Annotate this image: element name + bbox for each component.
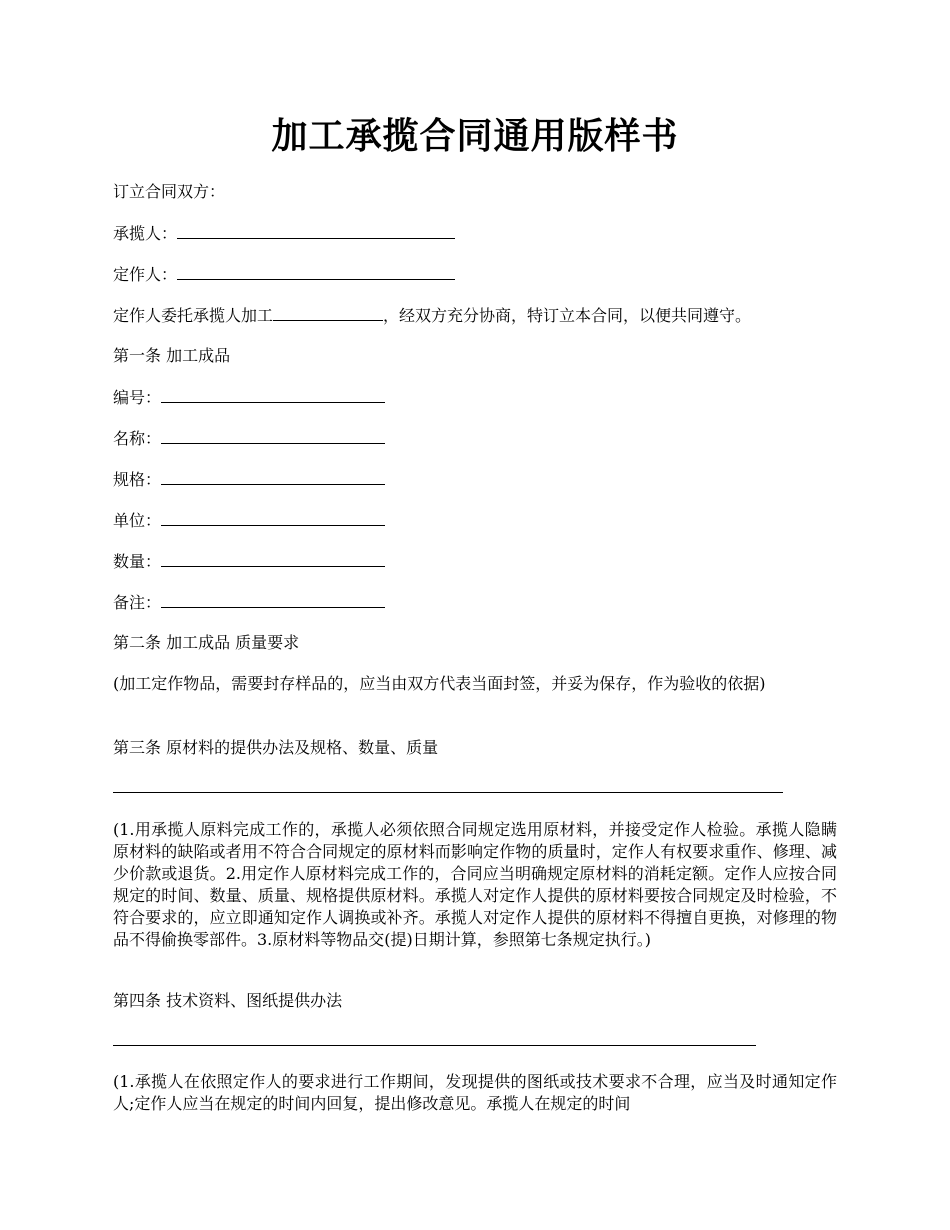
client-blank[interactable] [177,263,455,280]
field-line [113,550,385,573]
article1-heading: 第一条 加工成品 [113,346,231,365]
article2-note: (加工定作物品，需要封存样品的，应当由双方代表当面封签，并妥为保存，作为验收的依据) [113,674,766,693]
article3-fill-line[interactable] [113,792,783,793]
article4-heading: 第四条 技术资料、图纸提供办法 [113,991,343,1010]
field-blank-name[interactable] [161,427,385,444]
article3-heading: 第三条 原材料的提供办法及规格、数量、质量 [113,738,439,757]
intro-label: 订立合同双方： [113,182,226,201]
field-line [113,591,385,614]
contractor-label: 承揽人： [113,224,178,243]
commission-prefix: 定作人委托承揽人加工 [113,306,274,325]
field-blank-spec[interactable] [161,468,385,485]
field-label-remarks: 备注： [113,593,162,612]
article4-note: (1.承揽人在依照定作人的要求进行工作期间，发现提供的图纸或技术要求不合理，应当及时通知定作人;定作人应当在规定的时间内回复，提出修改意见。承揽人在规定的时间 [113,1072,837,1113]
field-label-spec: 规格： [113,470,162,489]
field-blank-number[interactable] [161,386,385,403]
document-title: 加工承揽合同通用版样书 [271,115,679,157]
article3-note: (1.用承揽人原料完成工作的，承揽人必须依照合同规定选用原材料，并接受定作人检验。承揽人隐瞒原材料的缺陷或者用不符合合同规定的原材料而影响定作物的质量时，定作人有权要求重作、修理、减少价款或退货。2.用定作人原材料完成工作的，合同应当明确规定原材料的消耗定额。定作人应按合同规定的时间、数量、质量、规格提供原材料。承揽人对定作人提供的原材料要按合同规定及时检验，不符合要求的，应立即通知定作人调换或补齐。承揽人对定作人提供的原材料不得擅自更换，对修理的物品不得偷换零部件。3.原材料等物品交(提)日期计算，参照第七条规定执行。) [113,820,837,949]
contractor-blank[interactable] [177,222,455,239]
client-label: 定作人： [113,265,178,284]
field-blank-quantity[interactable] [161,550,385,567]
contractor-line [113,222,455,245]
field-line [113,427,385,450]
field-line [113,468,385,491]
commission-item-blank[interactable] [273,304,383,321]
field-blank-unit[interactable] [161,509,385,526]
commission-suffix: ，经双方充分协商，特订立本合同，以便共同遵守。 [383,306,752,325]
field-label-unit: 单位： [113,511,162,530]
field-label-number: 编号： [113,388,162,407]
field-line [113,386,385,409]
field-line [113,509,385,532]
field-blank-remarks[interactable] [161,591,385,608]
article4-fill-line[interactable] [113,1045,756,1046]
field-label-quantity: 数量： [113,552,162,571]
commission-line [113,304,751,327]
field-label-name: 名称： [113,429,162,448]
client-line [113,263,455,286]
article2-heading: 第二条 加工成品 质量要求 [113,633,300,652]
